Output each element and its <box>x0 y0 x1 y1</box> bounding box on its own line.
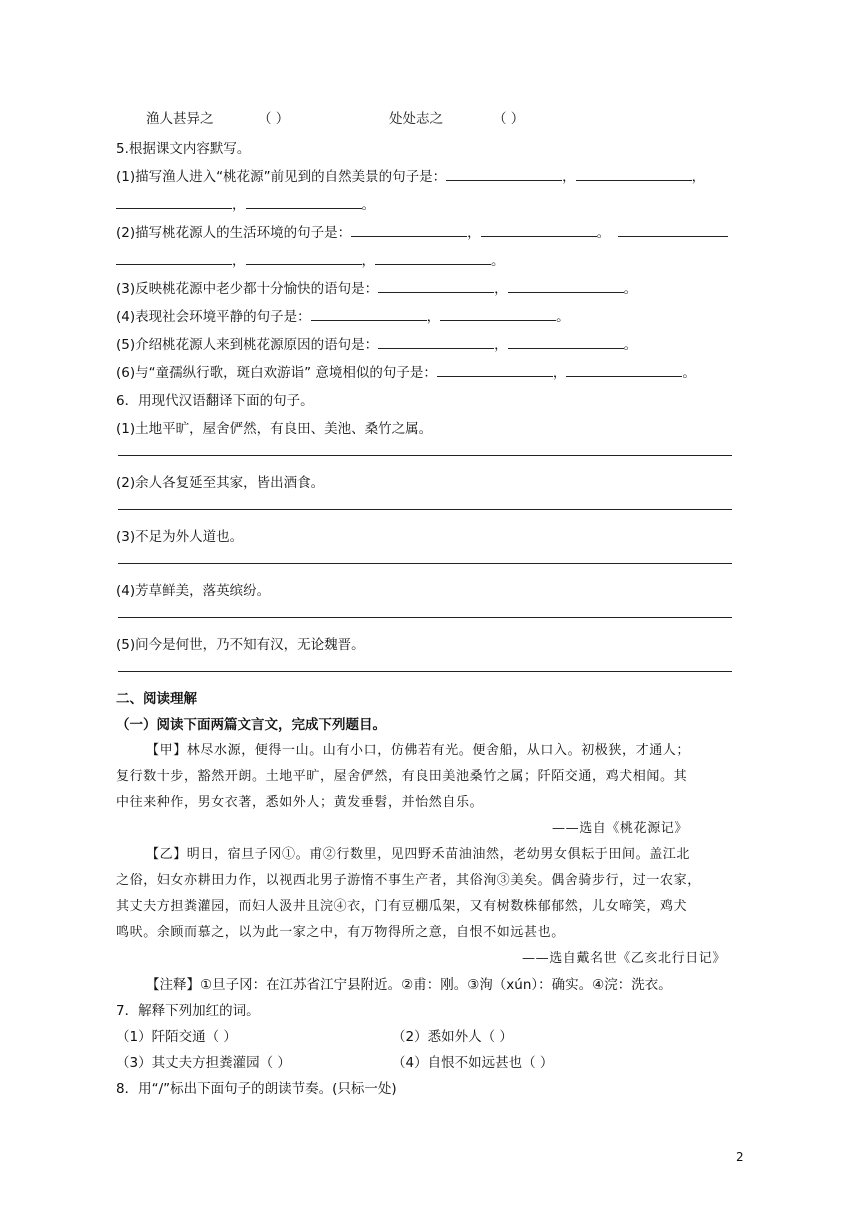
answer-blank[interactable] <box>375 252 491 265</box>
passage-jia-line-3: 中往来种作，男女衣著，悉如外人；黄发垂髫，并怡然自乐。 <box>116 795 484 810</box>
answer-blank[interactable] <box>576 168 692 181</box>
section-heading: 二、阅读理解 <box>116 691 197 707</box>
answer-blank[interactable] <box>378 336 494 349</box>
passage-yi-source: ——选自戴名世《乙亥北行日记》 <box>522 951 727 966</box>
answer-blank[interactable] <box>446 168 562 181</box>
q6-sentence-2: (2)余人各复延至其家，皆出酒食。 <box>116 475 325 491</box>
q6-sentence-3: (3)不足为外人道也。 <box>116 529 244 545</box>
q5-item-2: (2)描写桃花源人的生活环境的句子是： ， 。 <box>116 224 728 242</box>
answer-blank[interactable] <box>618 224 728 237</box>
section-subheading: （一）阅读下面两篇文言文，完成下列题目。 <box>116 717 386 733</box>
answer-blank[interactable] <box>311 308 427 321</box>
q7-item-2[interactable]: （2）悉如外人（ ） <box>392 1029 513 1045</box>
q5-item-1-cont: ， 。 <box>116 196 375 214</box>
q7-title: 7．解释下列加红的词。 <box>116 1003 260 1019</box>
answer-blank[interactable] <box>508 336 624 349</box>
passage-yi-line-4: 鸣吠。余顾而慕之，以为此一家之中，有万物得所之意，自恨不如远甚也。 <box>116 925 565 940</box>
answer-line[interactable] <box>118 563 732 564</box>
q7-item-1[interactable]: （1）阡陌交通（ ） <box>116 1029 237 1045</box>
answer-blank[interactable] <box>437 364 553 377</box>
answer-blank[interactable] <box>246 252 362 265</box>
passage-jia-source: ——选自《桃花源记》 <box>552 821 689 836</box>
answer-blank[interactable] <box>246 196 362 209</box>
q4-blank-b[interactable]: （ ） <box>493 111 525 127</box>
q7-item-3[interactable]: （3）其丈夫方担粪灌园（ ） <box>116 1055 291 1071</box>
q4-blank-a[interactable]: （ ） <box>258 111 290 127</box>
answer-line[interactable] <box>118 617 732 618</box>
passage-yi-line-2: 之俗，妇女亦耕田力作，以视西北男子游惰不事生产者，其俗洵③美矣。偶舍骑步行，过一农家， <box>116 873 701 888</box>
answer-blank[interactable] <box>566 364 682 377</box>
q5-item-3: (3)反映桃花源中老少都十分愉快的语句是： ， 。 <box>116 281 638 297</box>
q5-item-4: (4)表现社会环境平静的句子是： ， 。 <box>116 309 570 325</box>
q5-item-6: (6)与“童孺纵行歌，斑白欢游诣” 意境相似的句子是： ， 。 <box>116 365 696 381</box>
q6-sentence-5: (5)问今是何世，乃不知有汉，无论魏晋。 <box>116 637 365 653</box>
passage-yi-line-3: 其丈夫方担粪灌园，而妇人汲井且浣④衣，门有豆棚瓜架，又有树数株郁郁然，儿女啼笑，鸡犬 <box>116 899 688 914</box>
passage-jia-line-1: 【甲】林尽水源，便得一山。山有小口，仿佛若有光。便舍船，从口入。初极狭，才通人； <box>146 743 691 758</box>
answer-blank[interactable] <box>351 224 467 237</box>
page-number: 2 <box>736 1150 744 1164</box>
q5-item-5: (5)介绍桃花源人来到桃花源原因的语句是： ， 。 <box>116 337 638 353</box>
q6-sentence-4: (4)芳草鲜美，落英缤纷。 <box>116 583 271 599</box>
answer-line[interactable] <box>118 671 732 672</box>
passage-jia-line-2: 复行数十步，豁然开朗。土地平旷，屋舍俨然，有良田美池桑竹之属；阡陌交通，鸡犬相闻。其 <box>116 769 688 784</box>
q4-item-b: 处处志之 <box>389 111 443 127</box>
answer-blank[interactable] <box>116 196 232 209</box>
answer-line[interactable] <box>118 455 732 456</box>
answer-line[interactable] <box>118 509 732 510</box>
answer-blank[interactable] <box>378 280 494 293</box>
q5-title: 5.根据课文内容默写。 <box>116 141 251 157</box>
q6-title: 6．用现代汉语翻译下面的句子。 <box>116 393 314 409</box>
q4-item-a: 渔人甚异之 <box>146 111 214 127</box>
q6-sentence-1: (1)土地平旷，屋舍俨然，有良田、美池、桑竹之属。 <box>116 421 433 437</box>
answer-blank[interactable] <box>481 224 597 237</box>
q5-item-1: (1)描写渔人进入“桃花源”前见到的自然美景的句子是： ， ， <box>116 169 706 185</box>
answer-blank[interactable] <box>440 308 556 321</box>
annotation: 【注释】①旦子冈：在江苏省江宁县附近。②甫：刚。③洵（xún）：确实。④浣：洗衣。 <box>146 977 672 993</box>
answer-blank[interactable] <box>116 252 232 265</box>
passage-yi-line-1: 【乙】明日，宿旦子冈①。甫②行数里，见四野禾苗油油然，老幼男女俱耘于田间。盖江北 <box>146 847 691 862</box>
q5-item-2-cont: ， ， 。 <box>116 252 505 270</box>
q7-item-4[interactable]: （4）自恨不如远甚也（ ） <box>392 1055 554 1071</box>
q8-title: 8．用“/”标出下面句子的朗读节奏。(只标一处) <box>116 1081 397 1097</box>
answer-blank[interactable] <box>508 280 624 293</box>
